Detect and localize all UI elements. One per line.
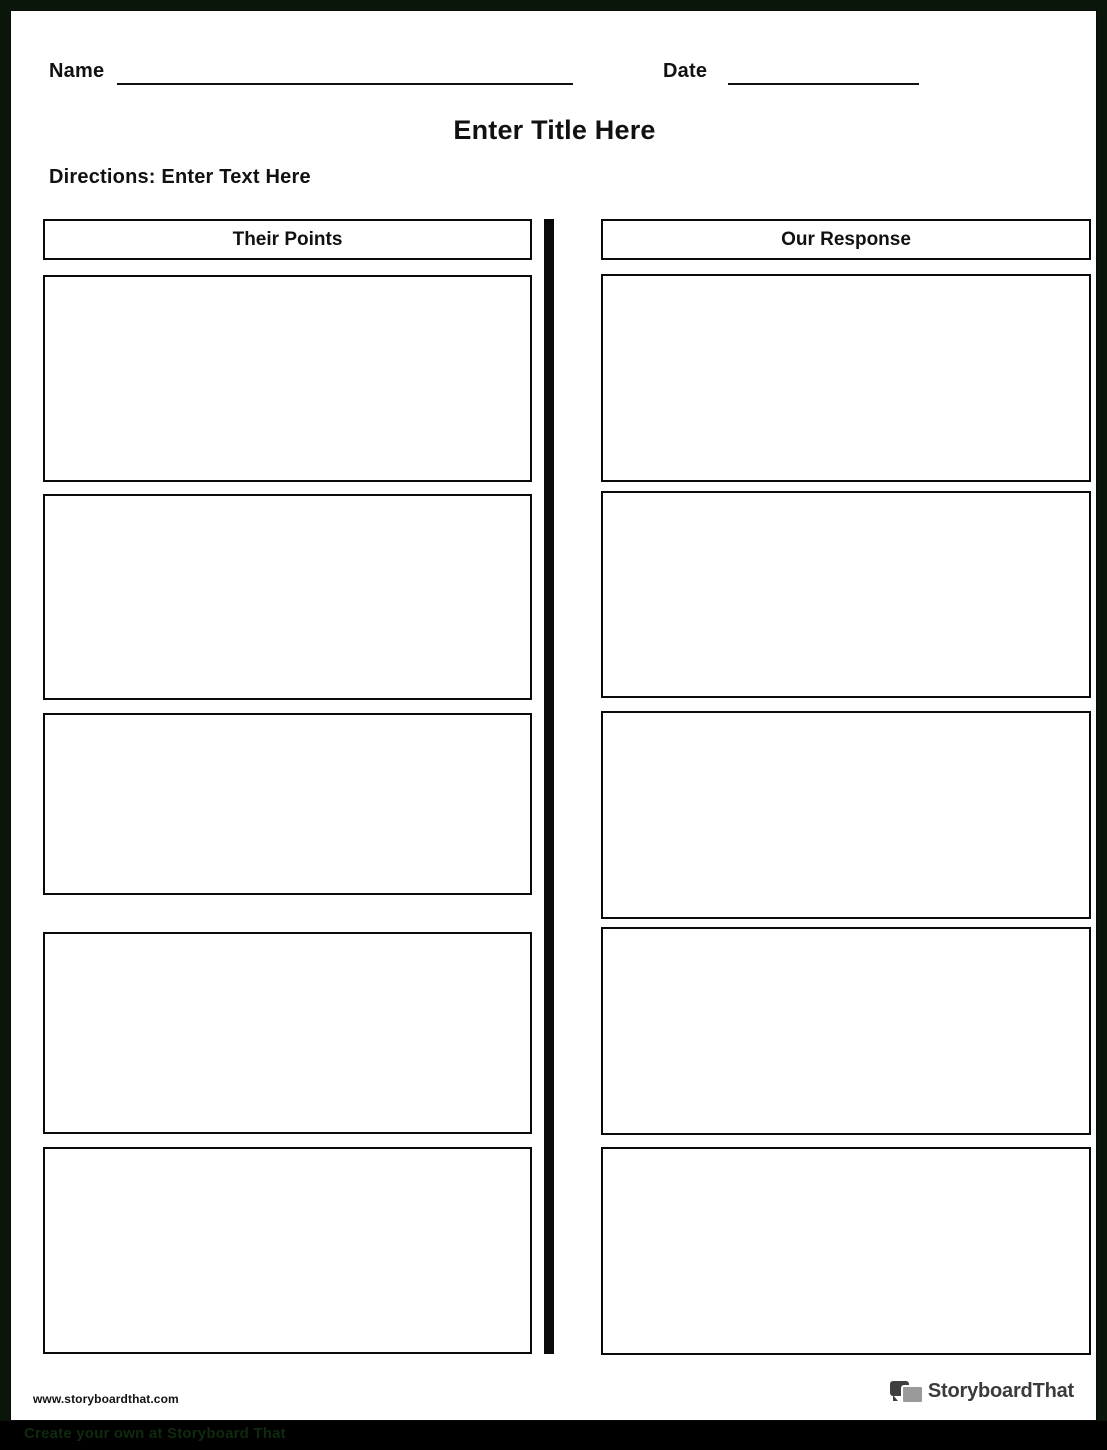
table-cell[interactable] <box>601 927 1091 1135</box>
column-header-our-response[interactable]: Our Response <box>601 219 1091 260</box>
table-cell[interactable] <box>601 1147 1091 1355</box>
table-cell[interactable] <box>43 494 532 700</box>
table-cell[interactable] <box>601 711 1091 919</box>
table-cell[interactable] <box>43 932 532 1134</box>
table-cell[interactable] <box>43 275 532 482</box>
table-cell[interactable] <box>43 713 532 895</box>
name-label: Name <box>49 60 105 82</box>
speech-bubbles-icon <box>890 1379 920 1403</box>
table-cell[interactable] <box>43 1147 532 1354</box>
column-our-response <box>601 219 1091 260</box>
date-input-line[interactable] <box>728 83 919 85</box>
site-url-text: www.storyboardthat.com <box>33 1392 179 1406</box>
column-their-points <box>43 219 532 260</box>
column-header-their-points[interactable]: Their Points <box>43 219 532 260</box>
date-label: Date <box>663 60 708 82</box>
table-cell[interactable] <box>601 274 1091 482</box>
page-title[interactable]: Enter Title Here <box>453 115 656 145</box>
worksheet-sheet <box>10 10 1097 1421</box>
bottom-strip <box>0 1421 1107 1450</box>
bottom-strip-text: Create your own at Storyboard That <box>24 1425 286 1442</box>
table-cell[interactable] <box>601 491 1091 698</box>
name-input-line[interactable] <box>117 83 573 85</box>
directions-text[interactable]: Directions: Enter Text Here <box>49 166 311 188</box>
brand-logo <box>890 1379 1074 1403</box>
column-divider <box>544 219 554 1354</box>
brand-name: StoryboardThat <box>927 1379 1074 1402</box>
